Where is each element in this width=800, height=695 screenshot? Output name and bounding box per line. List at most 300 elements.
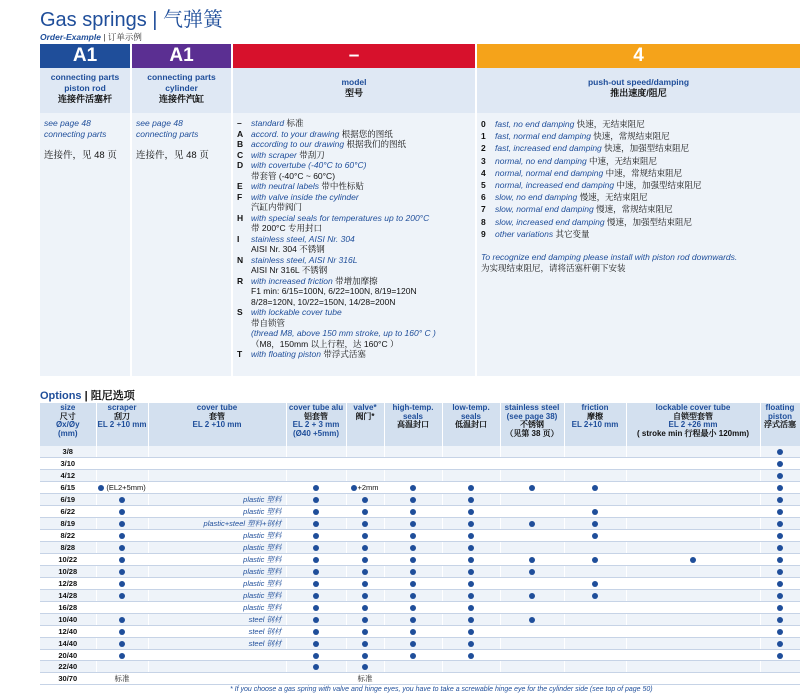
model-en: with neutral labels xyxy=(251,181,320,191)
model-code xyxy=(237,244,251,255)
option-available-dot xyxy=(468,617,474,623)
row-size: 8/28 xyxy=(40,541,96,553)
damping-code: 4 xyxy=(481,167,486,178)
options-row xyxy=(40,565,800,577)
model-cn: 带中性标贴 xyxy=(321,181,364,191)
cell-low-temp xyxy=(442,541,500,553)
cell-floating xyxy=(760,565,800,577)
cell-scraper xyxy=(96,601,148,613)
row-size: 4/12 xyxy=(40,470,96,482)
cell-friction xyxy=(564,601,626,613)
model-text xyxy=(251,213,471,224)
header-line: 铝套管 xyxy=(304,411,328,421)
cell-lockable xyxy=(626,470,760,482)
damping-item xyxy=(481,167,796,179)
cell-low-temp xyxy=(442,625,500,637)
cover-material: steel 钢材 xyxy=(248,638,282,648)
option-available-dot xyxy=(468,605,474,611)
cell-friction xyxy=(564,541,626,553)
model-item xyxy=(237,286,471,297)
model-en: with scraper xyxy=(251,149,297,160)
cell-cover-tube xyxy=(148,446,286,458)
cell-cover-tube-alu xyxy=(286,601,346,613)
cell-high-temp xyxy=(384,493,442,505)
cell-low-temp xyxy=(442,661,500,673)
option-available-dot xyxy=(362,545,368,551)
cell-floating xyxy=(760,470,800,482)
model-cn: AISI Nr. 304 不锈钢 xyxy=(251,244,325,254)
cell-floating xyxy=(760,637,800,649)
damping-item xyxy=(481,216,796,228)
cell-floating xyxy=(760,649,800,661)
cell-valve xyxy=(346,446,384,458)
see-line: connecting parts xyxy=(44,128,107,139)
see-page-cn: 连接件，见 48 页 xyxy=(44,150,117,161)
options-header-cell xyxy=(40,403,96,446)
options-row xyxy=(40,625,800,637)
model-code: S xyxy=(237,307,243,317)
model-item xyxy=(237,276,471,287)
cell-friction xyxy=(564,529,626,541)
option-available-dot xyxy=(410,569,416,575)
model-item xyxy=(237,202,471,213)
order-example-cn: | 订单示例 xyxy=(103,32,142,42)
damping-cn: 慢速，常规结束阻尼 xyxy=(596,204,673,215)
model-code: F xyxy=(237,191,243,202)
model-text xyxy=(251,129,471,140)
cell-high-temp xyxy=(384,481,442,493)
cell-stainless xyxy=(500,446,564,458)
cell-cover-tube-alu xyxy=(286,470,346,482)
damping-cn: 快速，加强型结束阻尼 xyxy=(604,143,690,154)
damping-code: 0 xyxy=(481,119,486,129)
option-available-dot xyxy=(468,593,474,599)
damping-en: slow, increased end damping xyxy=(495,216,605,227)
damping-code: 3 xyxy=(481,155,486,166)
model-code xyxy=(237,339,251,350)
row-size: 6/22 xyxy=(40,505,96,517)
damping-cn: 中速，常规结束阻尼 xyxy=(605,167,683,178)
cell-stainless xyxy=(500,601,564,613)
options-body xyxy=(40,446,800,685)
cell-cover-tube-alu xyxy=(286,553,346,565)
model-cn: 汽缸内带阀门 xyxy=(251,202,303,212)
scraper-note: (EL2+5mm) xyxy=(106,482,146,492)
damping-text xyxy=(495,203,673,215)
row-size: 3/8 xyxy=(40,446,96,458)
cell-low-temp xyxy=(442,493,500,505)
damping-en: fast, no end damping xyxy=(495,119,575,129)
cell-low-temp xyxy=(442,517,500,529)
cell-floating xyxy=(760,505,800,517)
cell-floating xyxy=(760,553,800,565)
damping-item xyxy=(481,155,796,167)
model-en: according to our drawing xyxy=(251,139,345,149)
option-available-dot xyxy=(313,497,319,503)
options-header-cell xyxy=(626,403,760,446)
cell-high-temp xyxy=(384,661,442,673)
cell-low-temp xyxy=(442,589,500,601)
options-header-cell xyxy=(564,403,626,446)
cell-friction xyxy=(564,625,626,637)
model-code: – xyxy=(237,118,242,128)
option-available-dot xyxy=(119,569,125,575)
cell-high-temp xyxy=(384,613,442,625)
header-line: EL 2 +10 mm xyxy=(192,420,242,429)
header-line: seals xyxy=(460,411,482,421)
option-available-dot xyxy=(362,557,368,563)
cell-lockable xyxy=(626,649,760,661)
model-cn: （M8，150mm 以上行程，达 160°C ） xyxy=(251,338,399,349)
cell-cover-tube-alu xyxy=(286,625,346,637)
options-row xyxy=(40,470,800,482)
model-code xyxy=(237,265,251,276)
option-available-dot xyxy=(362,593,368,599)
header-line: size xyxy=(60,403,76,412)
options-row xyxy=(40,553,800,565)
cell-friction xyxy=(564,446,626,458)
cell-valve xyxy=(346,529,384,541)
cell-stainless xyxy=(500,481,564,493)
damping-code: 5 xyxy=(481,180,486,191)
cell-scraper xyxy=(96,565,148,577)
cell-friction xyxy=(564,481,626,493)
cell-valve xyxy=(346,625,384,637)
header-line: stainless steel xyxy=(504,403,560,412)
heading-line: push-out speed/damping xyxy=(587,77,690,87)
cell-scraper xyxy=(96,517,148,529)
header-line: 刮刀 xyxy=(114,411,130,421)
option-available-dot xyxy=(119,497,125,503)
cell-scraper xyxy=(96,481,148,493)
cell-low-temp xyxy=(442,577,500,589)
option-available-dot xyxy=(313,521,319,527)
model-en: with increased friction xyxy=(251,275,333,286)
header-line: 高温封口 xyxy=(397,420,429,429)
options-row xyxy=(40,649,800,661)
cell-lockable xyxy=(626,529,760,541)
cell-valve xyxy=(346,637,384,649)
cell-floating xyxy=(760,446,800,458)
cell-scraper xyxy=(96,446,148,458)
options-title-cn: | 阻尼选项 xyxy=(81,390,135,402)
option-available-dot xyxy=(529,557,535,563)
cell-stainless xyxy=(500,613,564,625)
model-text xyxy=(251,192,471,203)
option-available-dot xyxy=(777,581,783,587)
option-available-dot xyxy=(362,521,368,527)
option-available-dot xyxy=(592,533,598,539)
option-available-dot xyxy=(362,533,368,539)
damping-note-en: To recognize end damping please install with piston rod downwards. xyxy=(481,252,738,263)
cell-scraper xyxy=(96,505,148,517)
column-heading-model xyxy=(233,68,475,113)
model-item xyxy=(237,129,471,140)
option-available-dot xyxy=(362,605,368,611)
header-line: EL 2 +10 mm xyxy=(97,420,147,429)
header-line: 低温封口 xyxy=(455,420,487,429)
cell-scraper xyxy=(96,673,148,685)
cell-high-temp xyxy=(384,529,442,541)
cell-low-temp xyxy=(442,470,500,482)
model-text xyxy=(251,265,471,276)
cell-friction xyxy=(564,493,626,505)
option-available-dot xyxy=(362,509,368,515)
option-available-dot xyxy=(592,557,598,563)
model-cn: 带自锁管 xyxy=(251,317,286,328)
cell-cover-tube-alu xyxy=(286,481,346,493)
cell-low-temp xyxy=(442,553,500,565)
cell-high-temp xyxy=(384,470,442,482)
cell-scraper xyxy=(96,661,148,673)
cell-scraper xyxy=(96,637,148,649)
options-row xyxy=(40,637,800,649)
cell-valve xyxy=(346,565,384,577)
cell-low-temp xyxy=(442,505,500,517)
cell-valve xyxy=(346,589,384,601)
cell-floating xyxy=(760,481,800,493)
heading-line-cn: 推出速度/阻尼 xyxy=(610,88,667,98)
cell-valve xyxy=(346,613,384,625)
model-code: D xyxy=(237,160,244,170)
row-size: 12/40 xyxy=(40,625,96,637)
option-available-dot xyxy=(313,509,319,515)
damping-cn: 中速，无结束阻尼 xyxy=(589,155,658,166)
cell-high-temp xyxy=(384,541,442,553)
model-item xyxy=(237,223,471,234)
option-available-dot xyxy=(313,629,319,635)
options-row xyxy=(40,673,800,685)
model-code: I xyxy=(237,233,240,244)
option-available-dot xyxy=(529,485,535,491)
cell-friction xyxy=(564,661,626,673)
model-text xyxy=(251,339,471,350)
cell-floating xyxy=(760,589,800,601)
option-available-dot xyxy=(313,664,319,670)
model-code: C xyxy=(237,149,244,160)
model-item xyxy=(237,234,471,245)
model-item xyxy=(237,160,471,171)
model-text xyxy=(251,349,471,360)
cell-lockable xyxy=(626,589,760,601)
damping-text xyxy=(495,216,692,228)
options-row xyxy=(40,661,800,673)
model-text xyxy=(251,181,471,192)
cell-scraper xyxy=(96,589,148,601)
title-cn: 气弹簧 xyxy=(163,9,224,31)
option-available-dot xyxy=(410,629,416,635)
model-code xyxy=(237,223,251,234)
cell-valve xyxy=(346,481,384,493)
model-cn: 带 200°C 专用封口 xyxy=(251,223,322,233)
damping-item xyxy=(481,179,796,191)
cell-low-temp xyxy=(442,649,500,661)
options-row xyxy=(40,458,800,470)
cell-floating xyxy=(760,517,800,529)
model-item xyxy=(237,307,471,318)
cell-floating xyxy=(760,613,800,625)
option-available-dot xyxy=(468,629,474,635)
option-available-dot xyxy=(777,461,783,467)
cell-floating xyxy=(760,661,800,673)
header-line: cover tube alu xyxy=(288,403,344,412)
header-line: Øx/Øy xyxy=(55,420,80,429)
option-available-dot xyxy=(777,605,783,611)
cell-stainless xyxy=(500,493,564,505)
cell-lockable xyxy=(626,637,760,649)
options-header-cell xyxy=(96,403,148,446)
option-available-dot xyxy=(777,653,783,659)
column-heading-cylinder xyxy=(132,68,231,113)
cell-floating xyxy=(760,493,800,505)
cell-scraper xyxy=(96,458,148,470)
cell-lockable xyxy=(626,673,760,685)
option-available-dot xyxy=(777,569,783,575)
option-available-dot xyxy=(468,653,474,659)
model-text xyxy=(251,255,471,266)
damping-text xyxy=(495,130,670,142)
cover-material: plastic 塑料 xyxy=(243,542,282,552)
cell-high-temp xyxy=(384,601,442,613)
cell-high-temp xyxy=(384,673,442,685)
damping-text xyxy=(495,228,590,240)
header-line: (see page 38) xyxy=(506,411,558,421)
cell-stainless xyxy=(500,458,564,470)
option-available-dot xyxy=(119,629,125,635)
model-item xyxy=(237,255,471,266)
column-body-cylinder xyxy=(132,113,231,376)
damping-code: 1 xyxy=(481,131,486,142)
cell-floating xyxy=(760,673,800,685)
options-row xyxy=(40,613,800,625)
options-row xyxy=(40,601,800,613)
model-list xyxy=(233,113,475,376)
model-text xyxy=(251,202,471,213)
cell-cover-tube xyxy=(148,625,286,637)
model-item xyxy=(237,328,471,339)
cell-stainless xyxy=(500,529,564,541)
see-page-reference xyxy=(44,118,126,139)
row-size: 16/28 xyxy=(40,601,96,613)
cell-high-temp xyxy=(384,553,442,565)
option-available-dot xyxy=(777,593,783,599)
cover-material: steel 钢材 xyxy=(248,626,282,636)
option-available-dot xyxy=(777,449,783,455)
model-en: (thread M8, above 150 mm stroke, up to 160° C ) xyxy=(251,328,436,338)
option-available-dot xyxy=(313,653,319,659)
model-code: T xyxy=(237,349,243,359)
damping-code: 9 xyxy=(481,228,486,239)
cell-stainless xyxy=(500,577,564,589)
options-row xyxy=(40,505,800,517)
cell-stainless xyxy=(500,553,564,565)
scraper-note: 标准 xyxy=(114,674,130,684)
cell-high-temp xyxy=(384,625,442,637)
option-available-dot xyxy=(410,617,416,623)
option-available-dot xyxy=(313,485,319,491)
options-header-cell xyxy=(442,403,500,446)
cell-low-temp xyxy=(442,529,500,541)
damping-code: 6 xyxy=(481,192,486,203)
option-available-dot xyxy=(592,581,598,587)
row-size: 8/19 xyxy=(40,517,96,529)
cell-cover-tube xyxy=(148,601,286,613)
option-available-dot xyxy=(119,557,125,563)
header-line: EL 2+10 mm xyxy=(571,420,619,429)
cell-cover-tube xyxy=(148,481,286,493)
order-column-model xyxy=(233,44,475,376)
model-cn: 带增加摩擦 xyxy=(335,275,378,286)
option-available-dot xyxy=(468,509,474,515)
option-available-dot xyxy=(592,521,598,527)
cell-high-temp xyxy=(384,458,442,470)
cell-lockable xyxy=(626,517,760,529)
option-available-dot xyxy=(529,593,535,599)
option-available-dot xyxy=(362,617,368,623)
header-line: low-temp. xyxy=(452,403,490,412)
heading-line-cn: 连接件汽缸 xyxy=(158,94,204,104)
cell-cover-tube xyxy=(148,613,286,625)
option-available-dot xyxy=(313,569,319,575)
model-text xyxy=(251,297,471,308)
cover-material: plastic+steel 塑料+钢材 xyxy=(203,518,282,528)
cell-high-temp xyxy=(384,565,442,577)
cover-material: plastic 塑料 xyxy=(243,530,282,540)
option-available-dot xyxy=(313,605,319,611)
cell-cover-tube xyxy=(148,649,286,661)
damping-note-cn: 为实现结束阻尼，请将活塞杆朝下安装 xyxy=(481,262,626,273)
cell-scraper xyxy=(96,649,148,661)
option-available-dot xyxy=(410,533,416,539)
option-available-dot xyxy=(362,664,368,670)
title-en: Gas springs xyxy=(40,9,147,31)
option-available-dot xyxy=(119,545,125,551)
damping-en: slow, normal end damping xyxy=(495,204,594,215)
model-text xyxy=(251,318,471,329)
code-rod: A1 xyxy=(40,44,130,68)
model-code xyxy=(237,286,251,297)
option-available-dot xyxy=(362,653,368,659)
cell-cover-tube xyxy=(148,565,286,577)
cell-cover-tube xyxy=(148,589,286,601)
option-available-dot xyxy=(468,485,474,491)
options-header-cell xyxy=(148,403,286,446)
cell-valve xyxy=(346,517,384,529)
cell-low-temp xyxy=(442,446,500,458)
cell-cover-tube-alu xyxy=(286,446,346,458)
cell-high-temp xyxy=(384,637,442,649)
damping-cn: 慢速，加强型结束阻尼 xyxy=(607,216,693,227)
model-item xyxy=(237,139,471,150)
header-line: EL 2 +26 mm xyxy=(668,420,718,429)
option-available-dot xyxy=(410,593,416,599)
model-en: standard xyxy=(251,118,285,128)
option-available-dot xyxy=(468,641,474,647)
option-available-dot xyxy=(410,581,416,587)
damping-text xyxy=(495,155,657,167)
option-available-dot xyxy=(313,641,319,647)
cell-stainless xyxy=(500,541,564,553)
row-size: 8/22 xyxy=(40,529,96,541)
model-code: A xyxy=(237,128,244,139)
option-available-dot xyxy=(690,557,696,563)
option-available-dot xyxy=(777,473,783,479)
cover-material: plastic 塑料 xyxy=(243,566,282,576)
damping-text xyxy=(495,142,689,154)
model-item xyxy=(237,171,471,182)
cell-cover-tube-alu xyxy=(286,589,346,601)
header-line: 套管 xyxy=(209,411,225,421)
